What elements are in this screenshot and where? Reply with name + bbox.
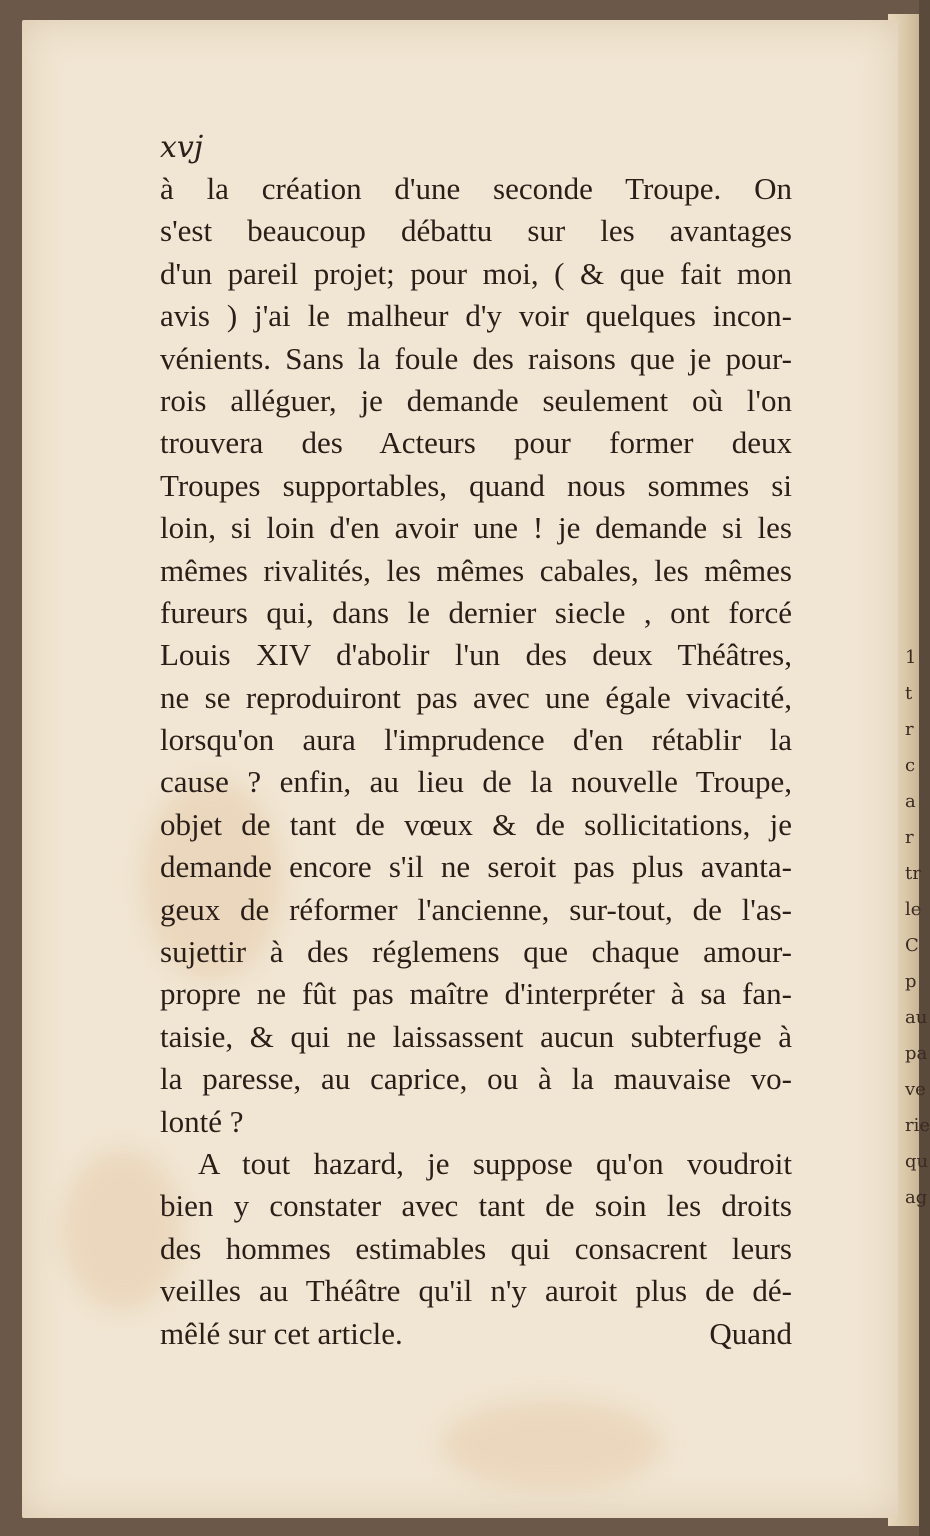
facing-page-fragment: a — [905, 791, 916, 812]
text-line: mêmes rivalités, les mêmes cabales, les mêmes — [160, 552, 792, 588]
text-line: propre ne fût pas maître d'interpréter à sa fan- — [160, 976, 792, 1012]
final-line-text: mêlé sur cet article. — [160, 1315, 403, 1351]
text-line: ne se reproduiront pas avec une égale vivacité, — [160, 679, 792, 715]
catchword: Quand — [709, 1315, 792, 1351]
facing-page-fragments — [905, 640, 930, 1216]
text-line: sujettir à des réglemens que chaque amour- — [160, 934, 792, 970]
facing-page-fragment: au — [905, 1007, 928, 1028]
text-line: demande encore s'il ne seroit pas plus avanta- — [160, 849, 792, 885]
text-line: fureurs qui, dans le dernier siecle , ont forcé — [160, 594, 792, 630]
text-line: lorsqu'on aura l'imprudence d'en rétablir la — [160, 722, 792, 758]
text-line: avis ) j'ai le malheur d'y voir quelques incon- — [160, 298, 792, 334]
text-line: Louis XIV d'abolir l'un des deux Théâtres, — [160, 637, 792, 673]
text-line: s'est beaucoup débattu sur les avantages — [160, 213, 792, 249]
facing-page-fragment: rie — [905, 1115, 930, 1136]
folio-number: xvj — [160, 130, 204, 165]
final-line — [160, 1313, 792, 1355]
body-text — [160, 168, 792, 1355]
text-line: loin, si loin d'en avoir une ! je demande si les — [160, 510, 792, 546]
text-line: objet de tant de vœux & de sollicitations, je — [160, 806, 792, 842]
facing-page-fragment: tr — [905, 863, 921, 884]
text-line: cause ? enfin, au lieu de la nouvelle Troupe, — [160, 764, 792, 800]
facing-page-fragment: r — [905, 827, 914, 848]
facing-page-fragment: c — [905, 755, 916, 776]
text-line: d'un pareil projet; pour moi, ( & que fait mon — [160, 255, 792, 291]
facing-page-fragment: C — [905, 935, 919, 956]
facing-page-fragment: qu — [905, 1151, 929, 1172]
facing-page-fragment: ag — [905, 1187, 928, 1208]
text-line: bien y constater avec tant de soin les droits — [160, 1188, 792, 1224]
facing-page-fragment: 1 — [905, 647, 917, 668]
facing-page-fragment: t — [905, 683, 913, 704]
text-line: la paresse, au caprice, ou à la mauvaise vo- — [160, 1061, 792, 1097]
text-line: Troupes supportables, quand nous sommes si — [160, 467, 792, 503]
text-line: rois alléguer, je demande seulement où l'on — [160, 382, 792, 418]
facing-page-fragment: p — [905, 971, 917, 992]
text-line: lonté ? — [160, 1103, 244, 1139]
text-line: trouvera des Acteurs pour former deux — [160, 425, 792, 461]
facing-page-fragment: ve — [905, 1079, 926, 1100]
text-line: des hommes estimables qui consacrent leurs — [160, 1230, 792, 1266]
foxing-stain — [442, 1400, 662, 1490]
facing-page-fragment: r — [905, 719, 914, 740]
text-line: vénients. Sans la foule des raisons que je pour- — [160, 340, 792, 376]
text-line: à la création d'une seconde Troupe. On — [160, 171, 792, 206]
text-line: veilles au Théâtre qu'il n'y auroit plus de dé- — [160, 1273, 792, 1309]
text-line: geux de réformer l'ancienne, sur-tout, de l'as- — [160, 891, 792, 927]
text-line: taisie, & qui ne laissassent aucun subterfuge à — [160, 1018, 792, 1054]
facing-page-fragment: le — [905, 899, 922, 920]
facing-page-fragment: pa — [905, 1043, 928, 1064]
paragraph-start-line: A tout hazard, je suppose qu'on voudroit — [198, 1145, 792, 1181]
